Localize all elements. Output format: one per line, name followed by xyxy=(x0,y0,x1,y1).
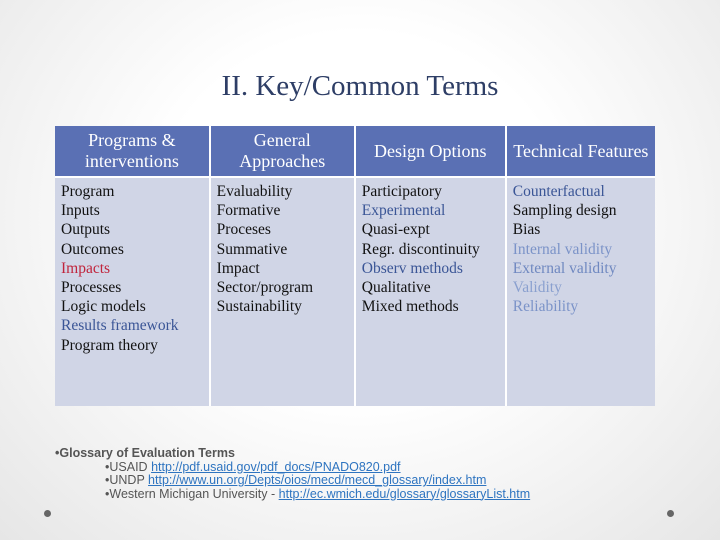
term-item: Observ methods xyxy=(361,259,463,277)
term-item: Experimental xyxy=(361,202,446,220)
term-item: Internal validity xyxy=(512,240,613,258)
glossary-entry xyxy=(55,488,530,502)
glossary-source: •UNDP xyxy=(105,473,149,487)
term-item: Sampling design xyxy=(512,202,617,220)
term-item: Reliability xyxy=(512,298,579,316)
glossary-source: •USAID xyxy=(105,459,152,474)
column-header: Programs & interventions xyxy=(55,126,210,177)
term-item: Sustainability xyxy=(216,298,302,316)
column-cell xyxy=(55,177,210,406)
term-item: Results framework xyxy=(61,317,179,335)
term-item: Evaluability xyxy=(216,183,293,200)
column-cell xyxy=(355,177,506,406)
term-item: Impacts xyxy=(61,259,111,277)
glossary-section xyxy=(55,447,530,501)
glossary-source: •Western Michigan University - xyxy=(105,486,279,501)
term-item: Sector/program xyxy=(216,279,314,297)
term-item: Inputs xyxy=(61,202,100,220)
glossary-link[interactable]: http://www.un.org/Depts/oios/mecd/mecd_glossary/index.htm xyxy=(148,473,487,487)
column-header: General Approaches xyxy=(210,126,355,177)
glossary-entry xyxy=(55,474,530,488)
table-body-row xyxy=(55,177,655,406)
term-item: Regr. discontinuity xyxy=(361,240,480,258)
term-item: Logic models xyxy=(61,298,146,316)
term-item: Summative xyxy=(216,240,288,258)
term-item: Mixed methods xyxy=(361,298,459,316)
term-item: Impact xyxy=(216,259,260,277)
terms-table xyxy=(55,126,655,406)
glossary-link[interactable]: http://ec.wmich.edu/glossary/glossaryList.htm xyxy=(278,486,531,501)
bullet-dot-left xyxy=(44,510,51,517)
table-header-row xyxy=(55,126,655,177)
term-item: Processes xyxy=(61,279,122,297)
term-item: Participatory xyxy=(361,183,442,200)
term-item: Outputs xyxy=(61,221,111,239)
term-item: Formative xyxy=(216,202,281,220)
term-item: Counterfactual xyxy=(512,183,605,200)
term-item: Proceses xyxy=(216,221,271,239)
column-cell xyxy=(506,177,655,406)
bullet-dot-right xyxy=(667,510,674,517)
glossary-link[interactable]: http://pdf.usaid.gov/pdf_docs/PNADO820.pdf xyxy=(151,459,401,474)
slide-title: II. Key/Common Terms xyxy=(221,70,499,102)
term-item: Quasi-expt xyxy=(361,221,430,239)
glossary-entry xyxy=(55,461,530,475)
term-item: Validity xyxy=(512,279,562,297)
term-item: External validity xyxy=(512,259,617,277)
column-cell xyxy=(210,177,355,406)
term-item: Program theory xyxy=(61,336,158,354)
term-item: Program xyxy=(61,183,115,200)
column-header: Design Options xyxy=(355,126,506,177)
term-item: Outcomes xyxy=(61,240,124,258)
term-item: Qualitative xyxy=(361,279,431,297)
term-item: Bias xyxy=(512,221,541,239)
glossary-heading: •Glossary of Evaluation Terms xyxy=(55,446,235,460)
column-header: Technical Features xyxy=(506,126,655,177)
